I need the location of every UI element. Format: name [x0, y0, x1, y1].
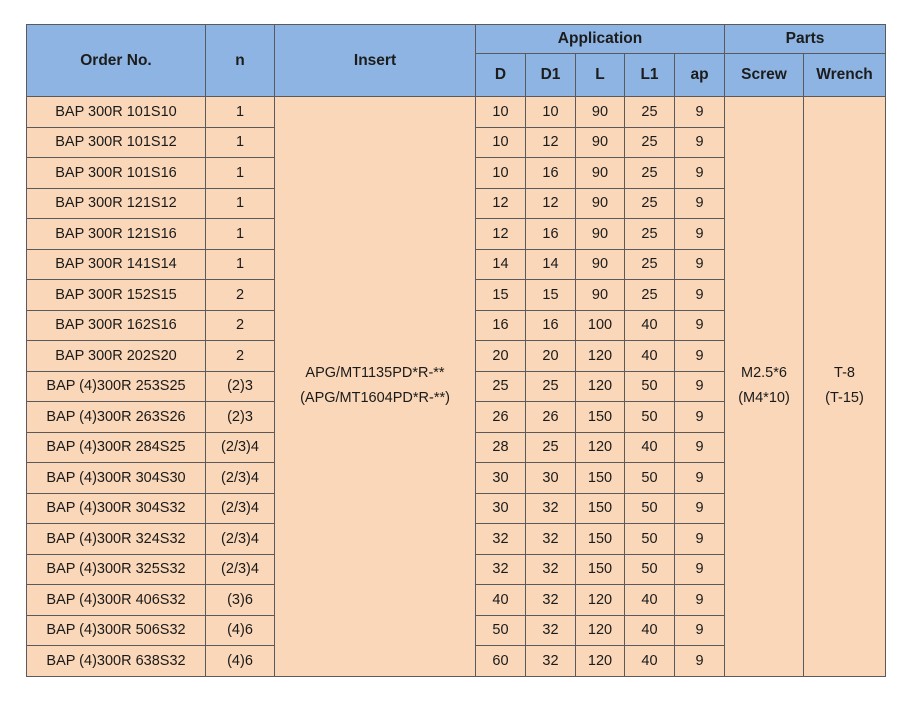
cell-d: 10 [476, 127, 526, 158]
cell-d1: 30 [526, 463, 576, 494]
cell-d: 50 [476, 615, 526, 646]
cell-l1: 25 [625, 188, 675, 219]
cell-ap: 9 [675, 524, 725, 555]
screw-line-2: (M4*10) [738, 390, 790, 407]
cell-l: 90 [576, 280, 625, 311]
table-header [27, 25, 886, 97]
cell-insert [275, 97, 476, 677]
cell-l: 150 [576, 402, 625, 433]
cell-d: 28 [476, 432, 526, 463]
cell-order-no: BAP 300R 101S12 [27, 127, 206, 158]
cell-ap: 9 [675, 97, 725, 128]
cell-d: 20 [476, 341, 526, 372]
cell-l1: 25 [625, 280, 675, 311]
cell-l1: 50 [625, 463, 675, 494]
cell-d1: 32 [526, 493, 576, 524]
cell-l: 90 [576, 97, 625, 128]
cell-n: 1 [206, 127, 275, 158]
cell-l1: 50 [625, 402, 675, 433]
cell-d1: 16 [526, 219, 576, 250]
cell-order-no: BAP 300R 141S14 [27, 249, 206, 280]
cell-d: 15 [476, 280, 526, 311]
cell-l1: 40 [625, 615, 675, 646]
cell-n: 1 [206, 158, 275, 189]
header-parts: Parts [725, 25, 886, 54]
cell-order-no: BAP 300R 121S16 [27, 219, 206, 250]
table-body [27, 97, 886, 677]
cell-n: (3)6 [206, 585, 275, 616]
cell-order-no: BAP 300R 162S16 [27, 310, 206, 341]
cell-ap: 9 [675, 280, 725, 311]
cell-l: 150 [576, 463, 625, 494]
cell-d1: 12 [526, 188, 576, 219]
cell-l1: 40 [625, 432, 675, 463]
cell-l1: 50 [625, 554, 675, 585]
cell-l: 120 [576, 371, 625, 402]
cell-l: 90 [576, 249, 625, 280]
cell-d: 10 [476, 97, 526, 128]
cell-l: 150 [576, 554, 625, 585]
cell-d: 32 [476, 524, 526, 555]
cell-l1: 25 [625, 249, 675, 280]
cell-n: (2/3)4 [206, 554, 275, 585]
cell-l1: 40 [625, 341, 675, 372]
cell-l1: 40 [625, 646, 675, 677]
cell-n: (4)6 [206, 646, 275, 677]
cell-n: 1 [206, 219, 275, 250]
cell-ap: 9 [675, 249, 725, 280]
cell-l1: 50 [625, 524, 675, 555]
screw-line-1: M2.5*6 [741, 365, 787, 382]
cell-d1: 32 [526, 524, 576, 555]
cell-order-no: BAP (4)300R 304S32 [27, 493, 206, 524]
cell-l1: 50 [625, 371, 675, 402]
cell-d: 25 [476, 371, 526, 402]
cell-ap: 9 [675, 463, 725, 494]
cell-d1: 15 [526, 280, 576, 311]
cell-ap: 9 [675, 585, 725, 616]
cell-ap: 9 [675, 188, 725, 219]
cell-ap: 9 [675, 432, 725, 463]
cell-d: 60 [476, 646, 526, 677]
cell-ap: 9 [675, 127, 725, 158]
cell-ap: 9 [675, 402, 725, 433]
cell-n: (2/3)4 [206, 432, 275, 463]
table-row [27, 97, 886, 128]
cell-l: 90 [576, 158, 625, 189]
header-insert: Insert [275, 25, 476, 97]
cell-l1: 50 [625, 493, 675, 524]
cell-d: 12 [476, 219, 526, 250]
cell-l1: 25 [625, 97, 675, 128]
cell-l1: 25 [625, 158, 675, 189]
cell-d1: 16 [526, 310, 576, 341]
cell-n: 1 [206, 97, 275, 128]
cell-order-no: BAP (4)300R 506S32 [27, 615, 206, 646]
cell-order-no: BAP (4)300R 324S32 [27, 524, 206, 555]
cell-l: 120 [576, 341, 625, 372]
cell-n: 1 [206, 188, 275, 219]
cell-ap: 9 [675, 493, 725, 524]
cell-l: 150 [576, 493, 625, 524]
insert-line-2: (APG/MT1604PD*R-**) [300, 390, 450, 407]
cell-order-no: BAP 300R 121S12 [27, 188, 206, 219]
cell-ap: 9 [675, 554, 725, 585]
cell-l: 120 [576, 615, 625, 646]
cell-n: (2)3 [206, 371, 275, 402]
header-l1: L1 [625, 54, 675, 97]
cell-ap: 9 [675, 158, 725, 189]
cell-screw [725, 97, 804, 677]
cell-d1: 32 [526, 554, 576, 585]
cell-n: 2 [206, 280, 275, 311]
cell-d: 10 [476, 158, 526, 189]
cell-l1: 25 [625, 127, 675, 158]
cell-order-no: BAP (4)300R 406S32 [27, 585, 206, 616]
cell-ap: 9 [675, 219, 725, 250]
cell-l: 90 [576, 188, 625, 219]
cell-n: (2/3)4 [206, 463, 275, 494]
cell-d1: 26 [526, 402, 576, 433]
cell-ap: 9 [675, 646, 725, 677]
wrench-line-2: (T-15) [825, 390, 864, 407]
cell-l: 150 [576, 524, 625, 555]
cell-ap: 9 [675, 371, 725, 402]
cell-n: (2/3)4 [206, 493, 275, 524]
cell-n: (4)6 [206, 615, 275, 646]
cell-l: 90 [576, 127, 625, 158]
header-l: L [576, 54, 625, 97]
cell-d1: 32 [526, 585, 576, 616]
cell-d1: 10 [526, 97, 576, 128]
cell-order-no: BAP 300R 152S15 [27, 280, 206, 311]
cell-d: 30 [476, 493, 526, 524]
cell-order-no: BAP 300R 101S16 [27, 158, 206, 189]
cell-n: 1 [206, 249, 275, 280]
cell-wrench [804, 97, 886, 677]
cell-d1: 25 [526, 432, 576, 463]
cell-d1: 20 [526, 341, 576, 372]
cell-n: (2/3)4 [206, 524, 275, 555]
header-order-no: Order No. [27, 25, 206, 97]
cell-ap: 9 [675, 615, 725, 646]
header-wrench: Wrench [804, 54, 886, 97]
cell-order-no: BAP 300R 202S20 [27, 341, 206, 372]
cell-l: 120 [576, 432, 625, 463]
header-n: n [206, 25, 275, 97]
cell-ap: 9 [675, 341, 725, 372]
cell-order-no: BAP (4)300R 263S26 [27, 402, 206, 433]
header-d: D [476, 54, 526, 97]
header-screw: Screw [725, 54, 804, 97]
cell-n: (2)3 [206, 402, 275, 433]
cell-d: 14 [476, 249, 526, 280]
wrench-line-1: T-8 [834, 365, 855, 382]
cell-order-no: BAP (4)300R 325S32 [27, 554, 206, 585]
header-application: Application [476, 25, 725, 54]
cell-order-no: BAP (4)300R 284S25 [27, 432, 206, 463]
cell-d: 26 [476, 402, 526, 433]
cell-l: 90 [576, 219, 625, 250]
insert-line-1: APG/MT1135PD*R-** [305, 365, 445, 382]
cell-l1: 25 [625, 219, 675, 250]
cell-d1: 14 [526, 249, 576, 280]
cell-d1: 32 [526, 646, 576, 677]
cell-l: 100 [576, 310, 625, 341]
cell-d1: 25 [526, 371, 576, 402]
cell-d1: 16 [526, 158, 576, 189]
cell-order-no: BAP (4)300R 304S30 [27, 463, 206, 494]
cell-d: 16 [476, 310, 526, 341]
cell-ap: 9 [675, 310, 725, 341]
cell-l: 120 [576, 585, 625, 616]
cell-n: 2 [206, 341, 275, 372]
cell-d: 30 [476, 463, 526, 494]
cell-l: 120 [576, 646, 625, 677]
cell-l1: 40 [625, 585, 675, 616]
cell-d: 32 [476, 554, 526, 585]
cell-d: 40 [476, 585, 526, 616]
header-ap: ap [675, 54, 725, 97]
cell-d1: 12 [526, 127, 576, 158]
cell-order-no: BAP (4)300R 253S25 [27, 371, 206, 402]
cell-n: 2 [206, 310, 275, 341]
cell-order-no: BAP (4)300R 638S32 [27, 646, 206, 677]
cell-l1: 40 [625, 310, 675, 341]
cell-d1: 32 [526, 615, 576, 646]
cell-d: 12 [476, 188, 526, 219]
cell-order-no: BAP 300R 101S10 [27, 97, 206, 128]
spec-table [26, 24, 886, 677]
header-d1: D1 [526, 54, 576, 97]
